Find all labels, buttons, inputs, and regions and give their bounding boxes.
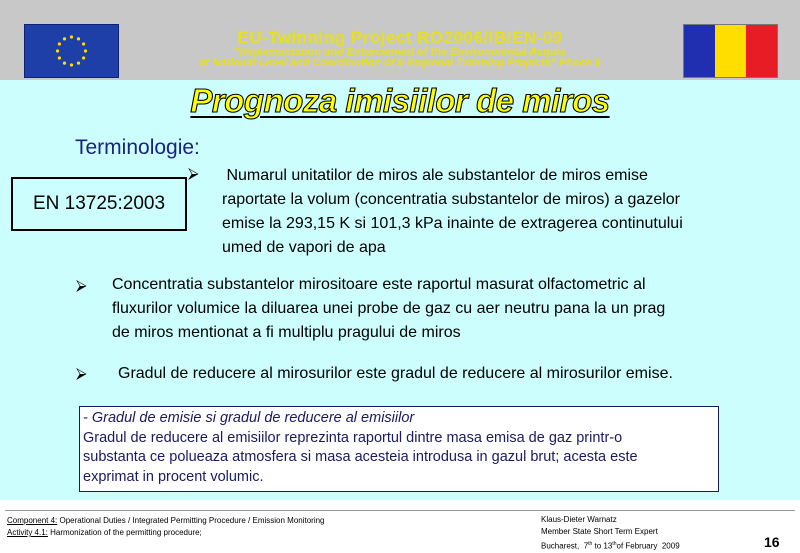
definition-note-box (79, 406, 719, 492)
project-subtitle-line-2: at National Level and Coordination of 8 Regional Twinning Projects” Phase II (199, 57, 601, 69)
bullet-2-line: fluxurilor volumice la diluarea unei probe de gaz cu aer neutru pana la un prag (112, 300, 666, 317)
page-number: 16 (764, 534, 780, 550)
project-subtitle-line-1: “Implementation and Enforcement of the Environmental Acquis (234, 46, 566, 58)
slide-body (0, 80, 800, 500)
footer (0, 500, 800, 553)
component-text: Operational Duties / Integrated Permitting Procedure / Emission Monitoring (57, 516, 325, 525)
bullet-2-line: de miros mentionat a fi multiplu pragului de miros (112, 324, 461, 341)
note-line: substanta ce polueaza atmosfera si masa acesteia introdusa in gazul brut; acesta este (83, 449, 638, 465)
bullet-1-line: emise la 293,15 K si 101,3 kPa inainte de extragerea continutului (222, 215, 683, 232)
bullet-3-line: Gradul de reducere al mirosurilor este gradul de reducere al mirosurilor emise. (118, 365, 673, 382)
bullet-1-line: Numarul unitatilor de miros ale substantelor de miros emise (222, 167, 648, 184)
author-name: Klaus-Dieter Warnatz (541, 515, 617, 524)
bullet-text-3 (118, 362, 673, 386)
slide-title: Prognoza imisiilor de miros (190, 82, 610, 119)
bullet-1-line: umed de vapori de apa (222, 239, 386, 256)
footer-component (7, 515, 325, 527)
footer-divider (5, 510, 795, 511)
bullet-text-1 (222, 164, 683, 260)
component-label: Component 4: (7, 516, 58, 525)
author-role: Member State Short Term Expert (541, 527, 658, 536)
note-line: Gradul de reducere al emisiilor reprezinta raportul dintre masa emisa de gaz printr-o (83, 429, 623, 446)
footer-author-info (541, 514, 680, 553)
note-line: exprimat in procent volumic. (83, 468, 264, 485)
romania-flag-icon (683, 24, 778, 78)
event-date: Bucharest, 7th to 13thof February 2009 (541, 541, 680, 551)
arrow-bullet-icon: ⮚ (76, 365, 87, 382)
header-banner (0, 0, 800, 80)
arrow-bullet-icon: ⮚ (188, 165, 199, 182)
note-heading: - Gradul de emisie si gradul de reducere al emisiilor (83, 410, 415, 426)
activity-text: Harmonization of the permitting procedure; (47, 528, 202, 537)
footer-activity (7, 527, 325, 539)
section-heading: Terminologie: (75, 136, 200, 159)
eu-flag-icon (24, 24, 119, 78)
standard-label: EN 13725:2003 (32, 193, 166, 214)
bullet-1-line: raportate la volum (concentratia substantelor de miros) a gazelor (222, 191, 680, 208)
bullet-text-2 (112, 273, 665, 345)
bullet-2-line: Concentratia substantelor mirositoare este raportul masurat olfactometric al (112, 276, 646, 293)
footer-project-info (7, 515, 325, 539)
activity-label: Activity 4.1: (7, 528, 48, 537)
arrow-bullet-icon: ⮚ (76, 277, 87, 294)
standard-label-box (11, 177, 187, 231)
project-title: EU-Twinning Project RO2006/IB/EN-09 (237, 28, 563, 47)
